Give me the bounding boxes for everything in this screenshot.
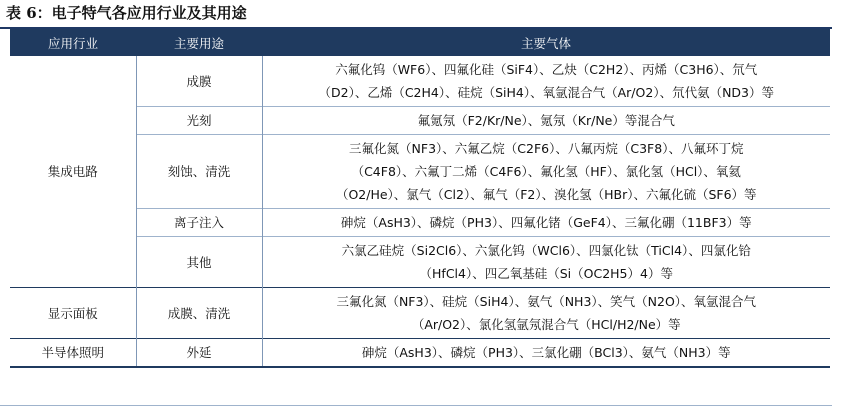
table-row	[10, 339, 830, 368]
table-row	[10, 56, 830, 107]
industry-cell: 显示面板	[10, 288, 136, 339]
gases-line: 氟氪氖（F2/Kr/Ne）、氪氖（Kr/Ne）等混合气	[417, 113, 675, 128]
use-cell: 外延	[136, 339, 262, 368]
use-cell: 刻蚀、清洗	[136, 135, 262, 209]
gases-line: 三氟化氮（NF3）、硅烷（SiH4）、氨气（NH3）、笑气（N2O）、氧氩混合气	[336, 294, 757, 309]
gases-line: （C4F8）、六氟丁二烯（C4F6）、氟化氢（HF）、氯化氢（HCl）、氧氦	[351, 164, 741, 179]
gases-cell	[262, 107, 830, 135]
gases-line: 六氟化钨（WF6）、四氟化硅（SiF4）、乙炔（C2H2）、丙烯（C3H6）、氘气	[335, 62, 758, 77]
header-use: 主要用途	[136, 29, 262, 56]
gases-cell	[262, 135, 830, 209]
table-title: 表 6：电子特气各应用行业及其用途	[6, 4, 247, 22]
gases-line: 六氯乙硅烷（Si2Cl6）、六氯化钨（WCl6）、四氯化钛（TiCl4）、四氯化铪	[341, 243, 751, 258]
table-row	[10, 288, 830, 339]
gases-line: （Ar/O2）、氯化氢氩氖混合气（HCl/H2/Ne）等	[411, 317, 681, 332]
gases-cell	[262, 209, 830, 237]
gases-cell	[262, 339, 830, 368]
header-gases: 主要气体	[262, 29, 830, 56]
gases-line: （O2/He）、氯气（Cl2）、氟气（F2）、溴化氢（HBr）、六氟化硫（SF6）等	[335, 187, 757, 202]
use-cell: 成膜	[136, 56, 262, 107]
use-cell: 成膜、清洗	[136, 288, 262, 339]
industry-cell: 半导体照明	[10, 339, 136, 368]
gas-application-table	[10, 29, 830, 368]
gases-line: 砷烷（AsH3）、磷烷（PH3）、四氟化锗（GeF4）、三氟化硼（11BF3）等	[340, 215, 752, 230]
use-cell: 离子注入	[136, 209, 262, 237]
gases-cell	[262, 237, 830, 288]
gases-line: （HfCl4）、四乙氧基硅（Si（OC2H5）4）等	[419, 266, 673, 281]
use-cell: 其他	[136, 237, 262, 288]
gases-cell	[262, 56, 830, 107]
header-industry: 应用行业	[10, 29, 136, 56]
use-cell: 光刻	[136, 107, 262, 135]
table-header-row	[10, 29, 830, 56]
gases-line: 砷烷（AsH3）、磷烷（PH3）、三氯化硼（BCl3）、氨气（NH3）等	[361, 345, 731, 360]
gases-line: 三氟化氮（NF3）、六氟乙烷（C2F6）、八氟丙烷（C3F8）、八氟环丁烷	[349, 141, 744, 156]
gases-cell	[262, 288, 830, 339]
footer-divider	[0, 405, 832, 406]
gases-line: （D2）、乙烯（C2H4）、硅烷（SiH4）、氧氩混合气（Ar/O2）、氘代氨（ND3）等	[318, 85, 774, 100]
industry-cell: 集成电路	[10, 56, 136, 288]
